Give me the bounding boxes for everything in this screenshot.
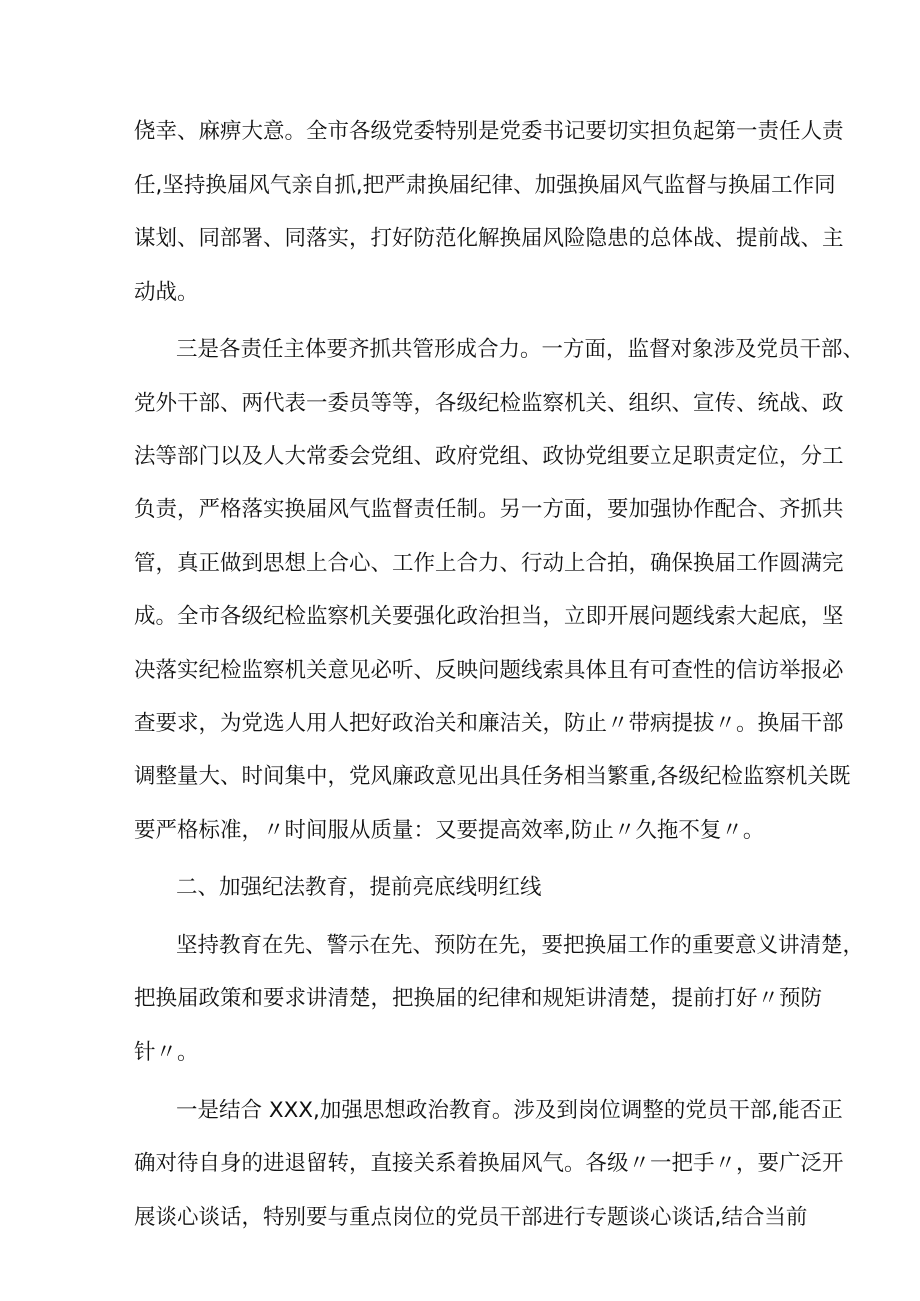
text-line: 针〃。 — [134, 1040, 199, 1065]
text-line: 确对待自身的进退留转，直接关系着换届风气。各级〃一把手〃，要广泛开 — [134, 1151, 844, 1176]
paragraph-first-line: 一是结合 XXX,加强思想政治教育。涉及到岗位调整的党员干部,能否正 — [176, 1098, 843, 1123]
text-line: 党外干部、两代表一委员等等，各级纪检监察机关、组织、宣传、统战、政 — [134, 391, 844, 416]
text-line: 谋划、同部署、同落实，打好防范化解换届风险隐患的总体战、提前战、主 — [134, 226, 844, 251]
text-line: 展谈心谈话，特别要与重点岗位的党员干部进行专题谈心谈话,结合当前 — [134, 1205, 808, 1230]
section-heading: 二、加强纪法教育，提前亮底线明红线 — [176, 875, 542, 900]
text-line: 把换届政策和要求讲清楚，把换届的纪律和规矩讲清楚，提前打好〃预防 — [134, 986, 823, 1011]
text-line: 动战。 — [134, 280, 199, 305]
text-line: 查要求，为党选人用人把好政治关和廉洁关，防止〃带病提拔〃。换届干部 — [134, 711, 844, 736]
paragraph-first-line: 三是各责任主体要齐抓共管形成合力。一方面，监督对象涉及党员干部、 — [176, 337, 865, 362]
text-line: 任,坚持换届风气亲自抓,把严肃换届纪律、加强换届风气监督与换届工作同 — [134, 173, 836, 198]
text-line: 成。全市各级纪检监察机关要强化政治担当，立即开展问题线索大起底，坚 — [134, 604, 844, 629]
text-line: 要严格标准，〃时间服从质量：又要提高效率,防止〃久拖不复〃。 — [134, 818, 765, 843]
text-line: 法等部门以及人大常委会党组、政府党组、政协党组要立足职责定位，分工 — [134, 444, 844, 469]
text-line: 决落实纪检监察机关意见必听、反映问题线索具体且有可查性的信访举报必 — [134, 658, 844, 683]
text-line: 侥幸、麻痹大意。全市各级党委特别是党委书记要切实担负起第一责任人责 — [134, 119, 844, 144]
text-line: 管，真正做到思想上合心、工作上合力、行动上合拍，确保换届工作圆满完 — [134, 551, 844, 576]
text-line: 调整量大、时间集中，党风廉政意见出具任务相当繁重,各级纪检监察机关既 — [134, 764, 851, 789]
text-line: 负责，严格落实换届风气监督责任制。另一方面，要加强协作配合、齐抓共 — [134, 497, 844, 522]
paragraph-first-line: 坚持教育在先、警示在先、预防在先，要把换届工作的重要意义讲清楚， — [176, 933, 865, 958]
